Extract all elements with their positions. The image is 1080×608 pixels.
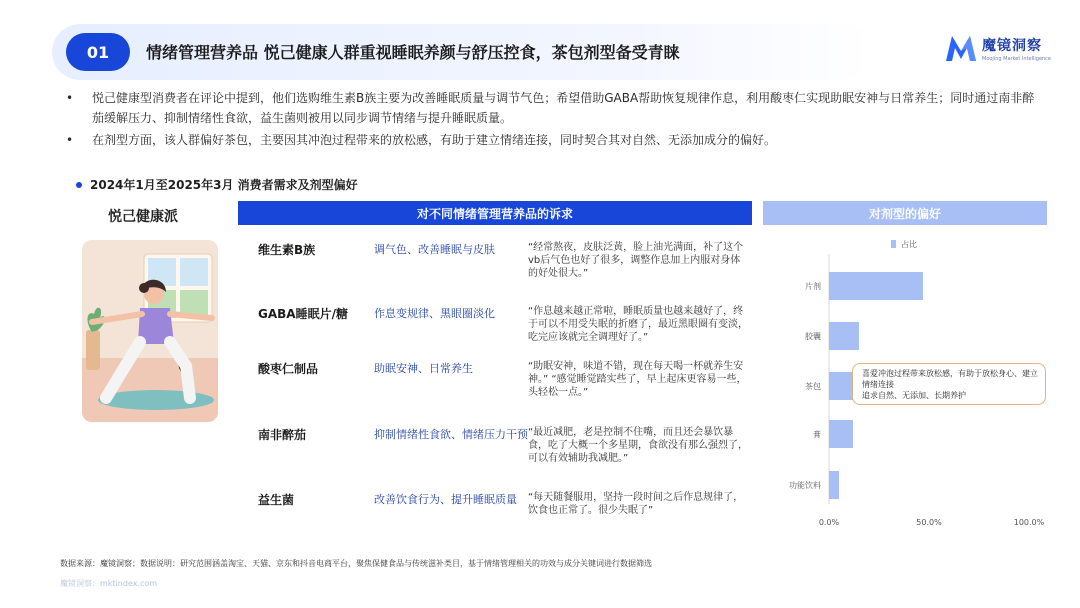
chart-title: 对剂型的偏好: [763, 201, 1047, 225]
product-name: 维生素B族: [258, 243, 316, 257]
legend-swatch: [891, 240, 896, 248]
table-row: [238, 426, 752, 482]
bullet-dot-icon: [76, 182, 82, 188]
chart-annotation: [852, 363, 1046, 405]
data-source-note: 数据来源：魔镜洞察；数据说明：研究范围涵盖淘宝、天猫、京东和抖音电商平台，聚焦保健食品与传统滋补类目，基于情绪管理相关的功效与成分关键词进行数据筛选: [60, 559, 652, 568]
bullet-item: • 悦己健康型消费者在评论中提到，他们选购维生素B族主要为改善睡眠质量与调节气色；希望借助GABA帮助恢复规律作息，利用酸枣仁实现助眠安神与日常养生；同时通过南非醉茄缓解压力、抑制情绪性食欲，益生菌则被用以同步调节情绪与提升睡眠质量。: [66, 88, 1036, 128]
x-tick-label: 100.0%: [1013, 518, 1045, 527]
table-row: [238, 360, 752, 416]
bullet-item: • 在剂型方面，该人群偏好茶包，主要因其冲泡过程带来的放松感，有助于建立情绪连接，同时契合其对自然、无添加成分的偏好。: [66, 130, 1036, 150]
section-number: 01: [66, 33, 130, 71]
category-label: 膏: [813, 430, 821, 439]
category-label: 茶包: [805, 382, 821, 391]
chart-annotation-text: 喜爱冲泡过程带来放松感，有助于放松身心、建立情绪连接 追求自然、无添加、长期养护: [862, 369, 1038, 400]
bar-功能饮料: [829, 471, 839, 499]
page-title: 情绪管理营养品 悦己健康人群重视睡眠养颜与舒压控食，茶包剂型备受青睐: [146, 43, 680, 62]
table-row: [238, 305, 752, 361]
product-name: 酸枣仁制品: [258, 362, 319, 376]
product-need: 作息变规律、黑眼圈淡化: [374, 307, 495, 320]
product-need: 改善饮食行为、提升睡眠质量: [374, 493, 517, 506]
legend-label: 占比: [901, 240, 917, 249]
persona-label: 悦己健康派: [108, 209, 178, 225]
logo-icon: [944, 33, 978, 63]
consumer-quote: “助眠安神，味道不错，现在每天喝一杯就养生安神。” “感觉睡觉踏实些了，早上起床更容易一些，头轻松一点。”: [528, 361, 747, 398]
consumer-quote: “经常熬夜，皮肤泛黄，脸上油光满面，补了这个vb后气色也好了很多，调整作息加上内服对身体的好处很大。”: [528, 242, 744, 279]
x-tick-label: 0.0%: [818, 518, 840, 527]
category-label: 胶囊: [805, 332, 821, 341]
category-label: 片剂: [805, 282, 821, 291]
bar-片剂: [829, 272, 923, 300]
section-subtitle: [76, 176, 358, 193]
table-row: [238, 491, 752, 547]
product-need: 抑制情绪性食欲、情绪压力干预: [374, 428, 528, 441]
table-row: [238, 241, 752, 297]
product-need: 助眠安神、日常养生: [374, 362, 473, 375]
consumer-quote: “作息越来越正常啦，睡眠质量也越来越好了，终于可以不用受失眠的折磨了，最近黑眼圈有变淡，吃完应该就完全调理好了。”: [528, 306, 748, 343]
section-subtitle-text: 2024年1月至2025年3月 消费者需求及剂型偏好: [90, 178, 358, 192]
brand-logo: [944, 33, 1051, 63]
yoga-woman-illustration: [82, 240, 218, 422]
consumer-quote: “每天随餐服用，坚持一段时间之后作息规律了，饮食也正常了。很少失眠了”: [528, 492, 744, 516]
summary-bullets: [66, 88, 1036, 152]
bar-膏: [829, 420, 853, 448]
logo-subtitle: Moojing Market Intelligence: [982, 55, 1052, 62]
bar-胶囊: [829, 322, 859, 350]
bullet-text: 悦己健康型消费者在评论中提到，他们选购维生素B族主要为改善睡眠质量与调节气色；希望借助GABA帮助恢复规律作息，利用酸枣仁实现助眠安神与日常养生；同时通过南非醉茄缓解压力、抑制情绪性食欲，益生菌则被用以同步调节情绪与提升睡眠质量。: [92, 91, 1035, 125]
category-label: 功能饮料: [789, 481, 821, 490]
product-need: 调气色、改善睡眠与皮肤: [374, 243, 495, 256]
table-header: 对不同情绪管理营养品的诉求: [238, 201, 752, 225]
logo-name: 魔镜洞察: [982, 37, 1042, 54]
consumer-quote: “最近减肥，老是控制不住嘴，而且还会暴饮暴食，吃了大概一个多星期，食欲没有那么强烈了，可以有效辅助我减肥。”: [528, 427, 748, 464]
bullet-text: 在剂型方面，该人群偏好茶包，主要因其冲泡过程带来的放松感，有助于建立情绪连接，同时契合其对自然、无添加成分的偏好。: [92, 133, 777, 147]
product-name: GABA睡眠片/糖: [258, 307, 348, 321]
product-name: 南非醉茄: [258, 428, 307, 442]
watermark: 魔镜洞察：mktindex.com: [60, 579, 158, 588]
x-tick-label: 50.0%: [916, 518, 942, 527]
product-name: 益生菌: [258, 493, 295, 507]
